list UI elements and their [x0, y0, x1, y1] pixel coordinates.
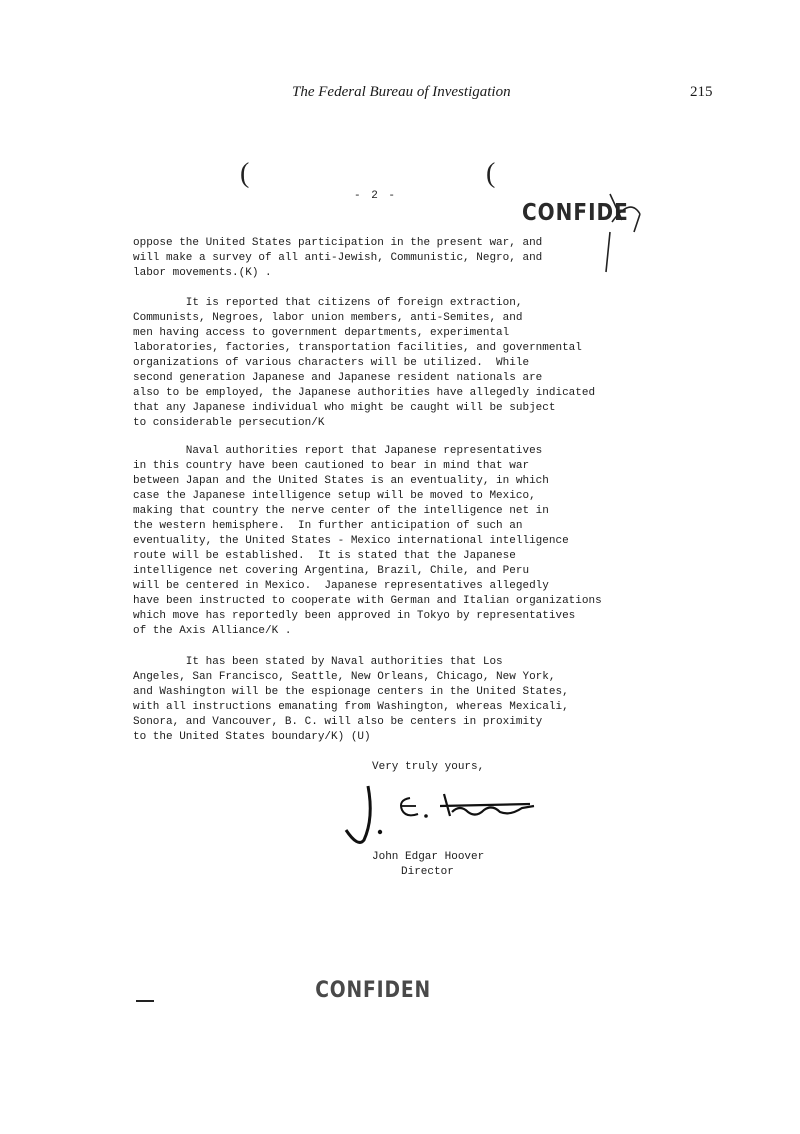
text-line: making that country the nerve center of the intelligence net in — [133, 505, 549, 517]
text-line: laboratories, factories, transportation facilities, and governmental — [133, 342, 582, 354]
signer-name: John Edgar Hoover — [372, 851, 485, 863]
text-line: to the United States boundary/K) (U) — [133, 731, 371, 743]
text-line: in this country have been cautioned to bear in mind that war — [133, 460, 530, 472]
text-line: labor movements.(K) . — [133, 267, 272, 279]
running-header — [0, 84, 800, 104]
closing: Very truly yours, — [372, 761, 485, 773]
text-line: intelligence net covering Argentina, Brazil, Chile, and Peru — [133, 565, 530, 577]
paragraph-3 — [133, 444, 653, 639]
text-line: Naval authorities report that Japanese representatives — [133, 445, 543, 457]
text-line: men having access to government departments, experimental — [133, 327, 510, 339]
text-line: second generation Japanese and Japanese resident nationals are — [133, 372, 543, 384]
punch-mark-left: ( — [240, 158, 250, 189]
text-line: between Japan and the United States is an eventuality, in which — [133, 475, 549, 487]
punch-mark-right: ( — [486, 158, 496, 189]
confidential-stamp-bottom: CONFIDEN — [315, 978, 431, 1003]
page-number: 215 — [690, 84, 713, 100]
text-line: Sonora, and Vancouver, B. C. will also be centers in proximity — [133, 716, 543, 728]
text-line: of the Axis Alliance/K . — [133, 625, 292, 637]
text-line: which move has reportedly been approved in Tokyo by representatives — [133, 610, 576, 622]
paragraph-1 — [133, 236, 653, 281]
paragraph-2 — [133, 296, 653, 431]
sheet-number: - 2 - — [354, 190, 398, 202]
text-line: Angeles, San Francisco, Seattle, New Orleans, Chicago, New York, — [133, 671, 556, 683]
text-line: also to be employed, the Japanese authorities have allegedly indicated — [133, 387, 596, 399]
text-line: eventuality, the United States - Mexico international intelligence — [133, 535, 569, 547]
text-line: with all instructions emanating from Washington, whereas Mexicali, — [133, 701, 569, 713]
text-line: Communists, Negroes, labor union members, anti-Semites, and — [133, 312, 523, 324]
text-line: oppose the United States participation in the present war, and — [133, 237, 543, 249]
text-line: have been instructed to cooperate with German and Italian organizations — [133, 595, 602, 607]
text-line: the western hemisphere. In further anticipation of such an — [133, 520, 523, 532]
text-line: organizations of various characters will be utilized. While — [133, 357, 530, 369]
confidential-stamp: CONFIDE — [522, 198, 629, 226]
text-line: route will be established. It is stated that the Japanese — [133, 550, 516, 562]
text-line: and Washington will be the espionage centers in the United States, — [133, 686, 569, 698]
text-line: It is reported that citizens of foreign extraction, — [133, 297, 523, 309]
text-line: It has been stated by Naval authorities that Los — [133, 656, 503, 668]
paragraph-4 — [133, 655, 653, 745]
running-title: The Federal Bureau of Investigation — [292, 84, 511, 100]
text-line: to considerable persecution/K — [133, 417, 325, 429]
text-line: that any Japanese individual who might be caught will be subject — [133, 402, 556, 414]
text-line: will make a survey of all anti-Jewish, Communistic, Negro, and — [133, 252, 543, 264]
text-line: will be centered in Mexico. Japanese representatives allegedly — [133, 580, 549, 592]
handwritten-signature — [340, 778, 540, 848]
signer-title: Director — [401, 866, 454, 878]
margin-mark — [136, 1000, 154, 1002]
text-line: case the Japanese intelligence setup will be moved to Mexico, — [133, 490, 536, 502]
